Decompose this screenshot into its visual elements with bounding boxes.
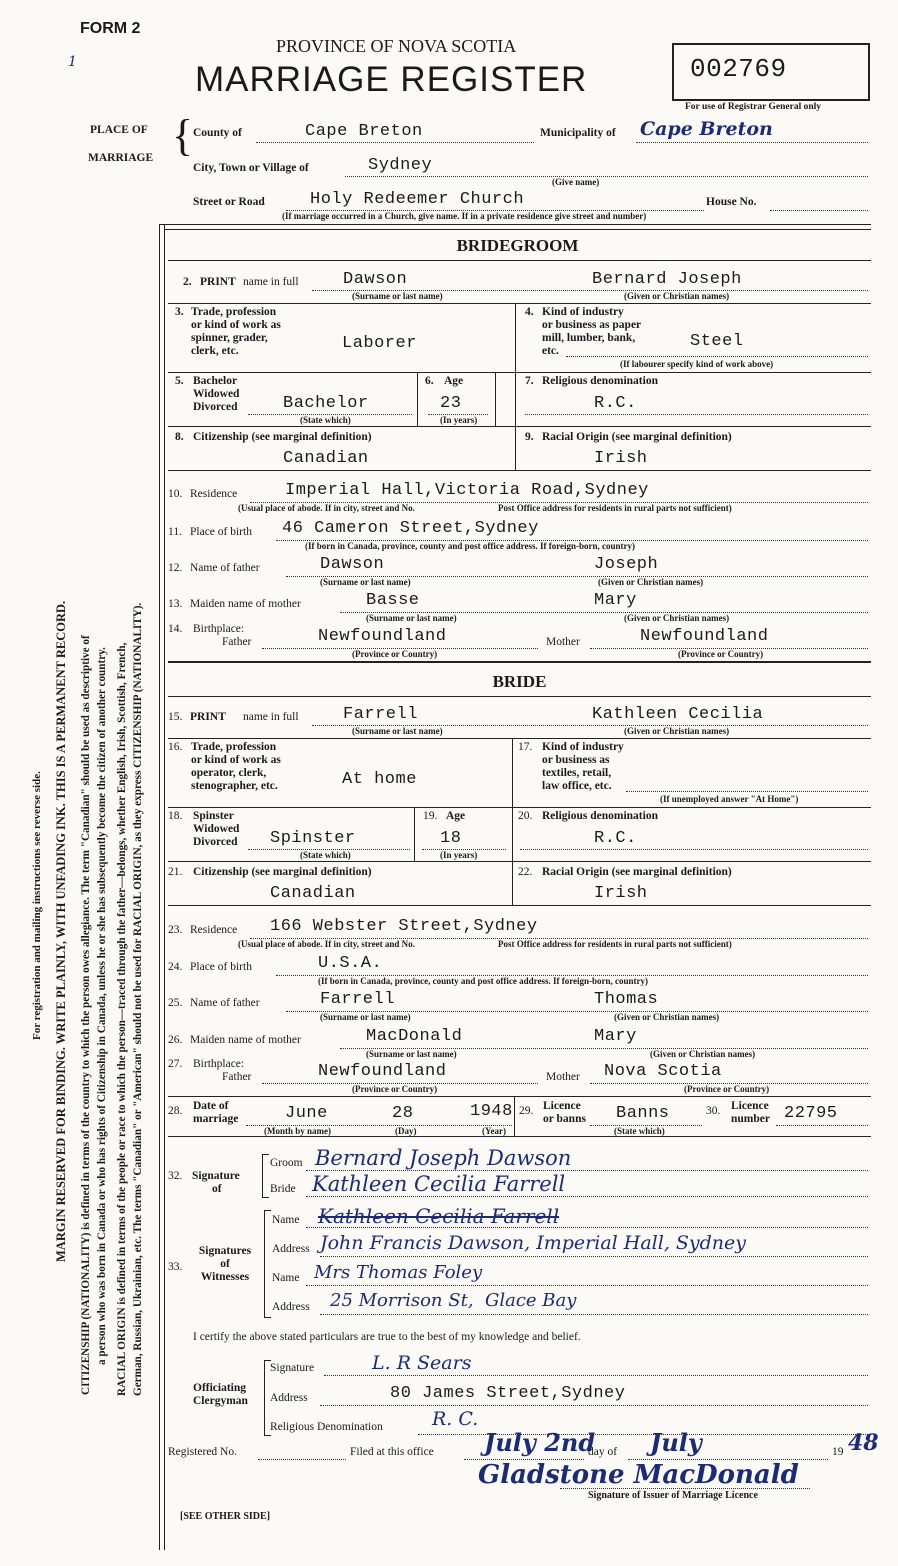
margin-line-6: German, Russian, Ukrainian, etc. The terms "Canadian" or "American" should not be used for RACIAL ORIGIN, as they express CITIZENSHIP (NATIONALITY). [132, 602, 144, 1396]
bride-age-label: Age [446, 810, 466, 822]
witness2-address: 25 Morrison St, Glace Bay [330, 1290, 577, 1311]
groom-racial-num: 9. [525, 431, 534, 443]
groom-print-label: PRINT [200, 276, 236, 288]
corner-mark: 1 [68, 54, 77, 70]
groom-racial: Irish [594, 449, 648, 468]
groom-marital: Bachelor [283, 394, 369, 413]
licence-num: 29. [519, 1105, 534, 1117]
bride-birthplace: U.S.A. [318, 954, 383, 973]
groom-father-label: Name of father [190, 562, 260, 574]
clergy-label-1: Officiating [193, 1382, 247, 1394]
year-note: (Year) [482, 1126, 506, 1136]
bride-racial-label: Racial Origin (see marginal definition) [542, 866, 732, 878]
groom-father-given-note: (Given or Christian names) [598, 577, 704, 587]
sig-label-2: of [212, 1183, 222, 1195]
bride-trade: At home [342, 770, 417, 789]
groom-mother-bp-label: Mother [546, 636, 580, 648]
clergy-denomination-label: Religious Denomination [270, 1421, 383, 1433]
clergy-address-label: Address [270, 1392, 308, 1404]
bride-parents-num: 27. [168, 1058, 183, 1070]
bride-mother-surname: MacDonald [366, 1027, 463, 1046]
groom-age: 23 [440, 394, 462, 413]
licence-number: 22795 [784, 1104, 838, 1123]
groom-citizenship: Canadian [283, 449, 369, 468]
groom-citizenship-num: 8. [175, 431, 184, 443]
witness-label-3: Witnesses [200, 1271, 250, 1283]
groom-trade-l4: clerk, etc. [191, 345, 239, 357]
groom-father-birthplace: Newfoundland [318, 627, 447, 646]
groom-trade: Laborer [342, 334, 417, 353]
house-label: House No. [706, 196, 757, 208]
issuer-signature: Gladstone MacDonald [478, 1460, 799, 1490]
bride-signature: Kathleen Cecilia Farrell [312, 1172, 566, 1196]
bride-mother-surname-note: (Surname or last name) [366, 1049, 457, 1059]
margin-line-1: For registration and mailing instructions see reverse side. [31, 771, 43, 1040]
date-num: 28. [168, 1105, 183, 1117]
bride-name-num: 15. [168, 711, 183, 723]
groom-abode-note: (Usual place of abode. If in city, street and No. [238, 503, 415, 513]
bride-abode-note: (Usual place of abode. If in city, street and No. [238, 939, 415, 949]
bride-father-num: 25. [168, 997, 183, 1009]
groom-parents-label: Birthplace: [193, 623, 245, 635]
filed-month: July [650, 1428, 702, 1457]
groom-religion-num: 7. [525, 375, 534, 387]
groom-given: Bernard Joseph [592, 270, 742, 289]
licence-number-label-2: number [731, 1113, 770, 1125]
groom-mother-prov-note: (Province or Country) [678, 649, 764, 659]
licence-number-label-1: Licence [731, 1100, 769, 1112]
bride-industry-note: (If unemployed answer "At Home") [660, 794, 799, 804]
groom-father-surname-note: (Surname or last name) [320, 577, 411, 587]
street-note: (If marriage occurred in a Church, give name. If in a private residence give street and number) [282, 211, 647, 221]
bride-citizenship-label: Citizenship (see marginal definition) [193, 866, 372, 878]
bride-racial-num: 22. [518, 866, 533, 878]
bride-given: Kathleen Cecilia [592, 705, 764, 724]
bride-mother-num: 26. [168, 1034, 183, 1046]
form-title: MARRIAGE REGISTER [195, 60, 588, 99]
witness-bracket [264, 1210, 271, 1318]
bride-in-years: (In years) [440, 850, 478, 860]
bride-heading: BRIDE [492, 672, 547, 691]
bride-father-prov-note: (Province or Country) [352, 1084, 438, 1094]
bride-parents-label: Birthplace: [193, 1058, 245, 1070]
bride-industry-l3: textiles, retail, [542, 767, 612, 779]
witness-num: 33. [168, 1261, 183, 1273]
clergy-signature: L. R Sears [372, 1352, 472, 1374]
municipality-value: Cape Breton [640, 118, 773, 140]
groom-trade-l3: spinner, grader, [191, 332, 268, 344]
groom-industry-l2: or business as paper [542, 319, 642, 331]
bride-print-label: PRINT [190, 711, 226, 723]
bride-religion: R.C. [594, 829, 637, 848]
bride-born-note: (If born in Canada, province, county and post office address. If foreign-born, country) [318, 976, 649, 986]
year-prefix: 19 [832, 1446, 844, 1458]
sig-num: 32. [168, 1170, 183, 1182]
groom-industry-l4: etc. [542, 345, 559, 357]
licence-or-banns: Banns [616, 1104, 670, 1123]
witness-label-1: Signatures [198, 1245, 252, 1257]
witness2-name: Mrs Thomas Foley [314, 1262, 483, 1283]
groom-marital-l2: Widowed [193, 388, 240, 400]
bride-trade-l1: Trade, profession [191, 741, 277, 753]
bride-father-surname-note: (Surname or last name) [320, 1012, 411, 1022]
groom-name-label: name in full [243, 276, 299, 288]
sig-bracket [262, 1154, 269, 1198]
groom-religion: R.C. [594, 394, 637, 413]
bride-religion-num: 20. [518, 810, 533, 822]
bride-father-label: Name of father [190, 997, 260, 1009]
groom-mother-given-note: (Given or Christian names) [624, 613, 730, 623]
bridegroom-heading: BRIDEGROOM [456, 236, 579, 255]
bride-marital-num: 18. [168, 810, 183, 822]
bride-citizenship-num: 21. [168, 866, 183, 878]
witness1-address-label: Address [272, 1243, 310, 1255]
groom-industry-note: (If labourer specify kind of work above) [620, 359, 774, 369]
groom-age-label: Age [444, 375, 464, 387]
filed-year: 48 [848, 1430, 879, 1456]
marriage-day: 28 [392, 1104, 414, 1123]
licence-state-which: (State which) [614, 1126, 665, 1136]
groom-marital-l3: Divorced [193, 401, 238, 413]
bride-marital: Spinster [270, 829, 356, 848]
bride-father-given: Thomas [594, 990, 659, 1009]
bride-surname: Farrell [343, 705, 418, 724]
bride-residence-num: 23. [168, 924, 183, 936]
groom-in-years: (In years) [440, 415, 478, 425]
marriage-month: June [285, 1104, 328, 1123]
bride-father-given-note: (Given or Christian names) [614, 1012, 720, 1022]
groom-name-num: 2. [183, 276, 192, 288]
county-value: Cape Breton [305, 122, 423, 141]
municipality-label: Municipality of [540, 127, 616, 139]
issuer-label: Signature of Issuer of Marriage Licence [588, 1490, 758, 1501]
bride-father-birthplace: Newfoundland [318, 1062, 447, 1081]
month-note: (Month by name) [264, 1126, 331, 1136]
bride-state-which: (State which) [300, 850, 351, 860]
margin-line-4: a person who was born in Canada or who has rights of Citizenship in Canada, unless he or she has subsequently become the citizen of another country. [96, 647, 108, 1365]
date-label-1: Date of [193, 1100, 229, 1112]
groom-industry: Steel [690, 332, 744, 351]
groom-father-bp-label: Father [222, 636, 252, 648]
bride-birth-label: Place of birth [190, 961, 252, 973]
groom-birth-label: Place of birth [190, 526, 252, 538]
bride-po-note: Post Office address for residents in rural parts not sufficient) [498, 939, 732, 949]
margin-line-3: CITIZENSHIP (NATIONALITY) is defined in terms of the country to which the person owes allegiance. The term "Canadian" should be used as descriptive of [80, 635, 92, 1395]
registered-label: Registered No. [168, 1446, 237, 1458]
groom-mother-surname: Basse [366, 591, 420, 610]
clergy-denomination: R. C. [432, 1408, 479, 1430]
bride-name-label: name in full [243, 711, 299, 723]
groom-residence-label: Residence [190, 488, 238, 500]
bride-trade-num: 16. [168, 741, 183, 753]
bride-age: 18 [440, 829, 462, 848]
witness2-address-label: Address [272, 1301, 310, 1313]
groom-racial-label: Racial Origin (see marginal definition) [542, 431, 732, 443]
groom-parents-num: 14. [168, 623, 183, 635]
marriage-label: MARRIAGE [88, 152, 154, 164]
groom-state-which: (State which) [300, 415, 351, 425]
groom-trade-l1: Trade, profession [191, 306, 277, 318]
bride-father-bp-label: Father [222, 1071, 252, 1083]
witness-label-2: of [220, 1258, 230, 1270]
bride-age-num: 19. [423, 810, 438, 822]
bride-residence: 166 Webster Street,Sydney [270, 917, 538, 936]
licence-label-1: Licence [543, 1100, 581, 1112]
bride-industry-l2: or business as [542, 754, 610, 766]
bride-given-note: (Given or Christian names) [624, 726, 730, 736]
groom-industry-l3: mill, lumber, bank, [542, 332, 636, 344]
margin-line-2: MARGIN RESERVED FOR BINDING. WRITE PLAINLY, WITH UNFADING INK. THIS IS A PERMANENT RECORD. [54, 600, 68, 1262]
groom-father-given: Joseph [594, 555, 659, 574]
bride-mother-birthplace: Nova Scotia [604, 1062, 722, 1081]
bride-mother-label: Maiden name of mother [190, 1034, 301, 1046]
bride-surname-note: (Surname or last name) [352, 726, 443, 736]
bride-mother-given-note: (Given or Christian names) [650, 1049, 756, 1059]
bride-industry-l4: law office, etc. [542, 780, 612, 792]
clergy-signature-label: Signature [270, 1362, 315, 1374]
bride-trade-l3: operator, clerk, [191, 767, 267, 779]
bride-mother-bp-label: Mother [546, 1071, 580, 1083]
province-title: PROVINCE OF NOVA SCOTIA [276, 36, 517, 56]
groom-surname: Dawson [343, 270, 408, 289]
groom-birthplace: 46 Cameron Street,Sydney [282, 519, 539, 538]
register-number: 002769 [690, 54, 787, 84]
bride-industry-num: 17. [518, 741, 533, 753]
bride-birth-num: 24. [168, 961, 183, 973]
groom-mother-num: 13. [168, 598, 183, 610]
bride-mother-prov-note: (Province or Country) [684, 1084, 770, 1094]
groom-surname-note: (Surname or last name) [352, 291, 443, 301]
groom-marital-num: 5. [175, 375, 184, 387]
groom-father-num: 12. [168, 562, 183, 574]
witness1-name-label: Name [272, 1214, 300, 1226]
bride-father-surname: Farrell [320, 990, 395, 1009]
witness1-address: John Francis Dawson, Imperial Hall, Sydney [320, 1232, 747, 1254]
groom-father-surname: Dawson [320, 555, 385, 574]
street-label: Street or Road [193, 196, 265, 208]
bride-racial: Irish [594, 884, 648, 903]
groom-citizenship-label: Citizenship (see marginal definition) [193, 431, 372, 443]
groom-industry-num: 4. [525, 306, 534, 318]
brace: { [172, 111, 194, 160]
bride-marital-l1: Spinster [193, 810, 234, 822]
groom-given-note: (Given or Christian names) [624, 291, 730, 301]
form-number: FORM 2 [80, 20, 141, 37]
groom-father-prov-note: (Province or Country) [352, 649, 438, 659]
sig-label-1: Signature [192, 1170, 240, 1182]
filed-date: July 2nd [484, 1428, 596, 1457]
day-note: (Day) [395, 1126, 417, 1136]
groom-born-note: (If born in Canada, province, county and post office address. If foreign-born, country) [305, 541, 636, 551]
see-other-side: [SEE OTHER SIDE] [180, 1511, 271, 1522]
street-value: Holy Redeemer Church [310, 190, 525, 209]
place-of-label: PLACE OF [90, 124, 148, 136]
groom-trade-l2: or kind of work as [191, 319, 281, 331]
groom-residence: Imperial Hall,Victoria Road,Sydney [285, 481, 649, 500]
groom-po-note: Post Office address for residents in rural parts not sufficient) [498, 503, 732, 513]
groom-mother-surname-note: (Surname or last name) [366, 613, 457, 623]
groom-sig-label: Groom [270, 1157, 303, 1169]
witness1-name: Kathleen Cecilia Farrell [318, 1204, 560, 1228]
county-label: County of [193, 127, 242, 139]
groom-mother-label: Maiden name of mother [190, 598, 301, 610]
licence-label-2: or banns [543, 1113, 586, 1125]
bride-mother-given: Mary [594, 1027, 637, 1046]
city-value: Sydney [368, 156, 433, 175]
groom-industry-l1: Kind of industry [542, 306, 624, 318]
bride-residence-label: Residence [190, 924, 238, 936]
registrar-note: For use of Registrar General only [685, 102, 822, 112]
groom-signature: Bernard Joseph Dawson [315, 1146, 572, 1170]
groom-age-num: 6. [425, 375, 434, 387]
certify-text: I certify the above stated particulars are true to the best of my knowledge and belief. [193, 1331, 581, 1343]
groom-religion-label: Religious denomination [542, 375, 658, 387]
bride-trade-l4: stenographer, etc. [191, 780, 278, 792]
day-of-label: day of [588, 1446, 618, 1458]
clergy-label-2: Clergyman [193, 1395, 248, 1407]
bride-trade-l2: or kind of work as [191, 754, 281, 766]
groom-birth-num: 11. [168, 526, 182, 538]
groom-residence-num: 10. [168, 488, 183, 500]
clergy-address: 80 James Street,Sydney [390, 1384, 626, 1403]
groom-trade-num: 3. [175, 306, 184, 318]
margin-line-5: RACIAL ORIGIN is defined in terms of the people or race to which the person—traced through the father—belongs, whether English, Irish, Scottish, French, [116, 642, 128, 1396]
witness2-name-label: Name [272, 1272, 300, 1284]
bride-industry-l1: Kind of industry [542, 741, 624, 753]
filed-label: Filed at this office [350, 1446, 434, 1458]
marriage-year: 1948 [470, 1102, 513, 1121]
give-name-note: (Give name) [552, 177, 600, 187]
bride-marital-l2: Widowed [193, 823, 240, 835]
city-label: City, Town or Village of [193, 162, 309, 174]
licence-number-num: 30. [706, 1105, 721, 1117]
groom-mother-birthplace: Newfoundland [640, 627, 769, 646]
bride-marital-l3: Divorced [193, 836, 238, 848]
date-label-2: marriage [193, 1113, 239, 1125]
groom-mother-given: Mary [594, 591, 637, 610]
bride-citizenship: Canadian [270, 884, 356, 903]
bride-sig-label: Bride [270, 1183, 296, 1195]
groom-marital-l1: Bachelor [193, 375, 238, 387]
bride-religion-label: Religious denomination [542, 810, 658, 822]
